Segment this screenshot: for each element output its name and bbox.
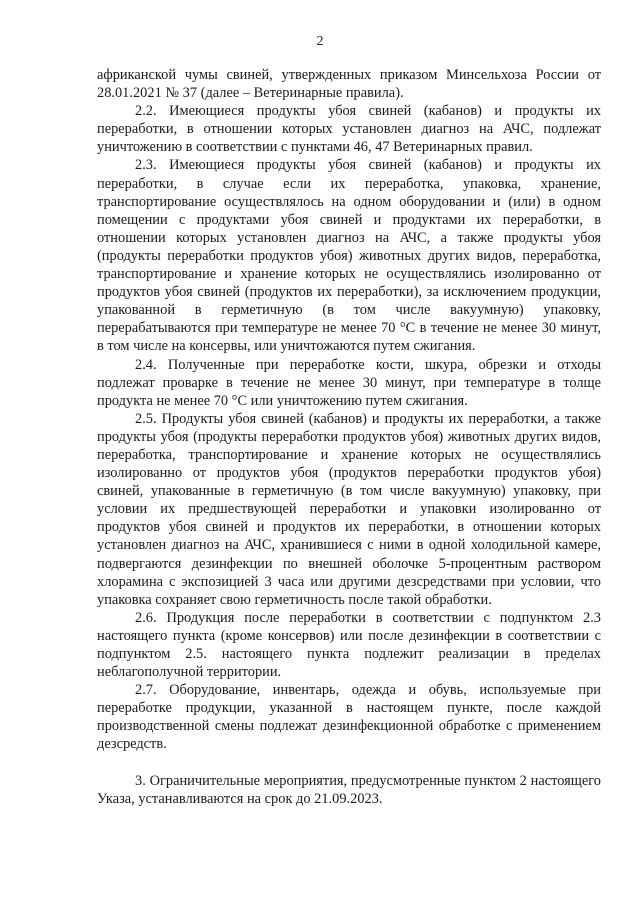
paragraph-continuation: африканской чумы свиней, утвержденных приказом Минсельхоза России от 28.01.2021 № 37 (далее – Ветеринарные правила). [97,67,601,102]
document-body [97,66,601,808]
page-number: 2 [316,34,324,49]
paragraph-2-2: 2.2. Имеющиеся продукты убоя свиней (кабанов) и продукты их переработки, в отношении которых установлен диагноз на АЧС, подлежат уничтожению в соответствии с пунктами 46, 47 Ветеринарных правил. [97,103,601,156]
paragraph-2-4: 2.4. Полученные при переработке кости, шкура, обрезки и отходы подлежат проварке в течение не менее 30 минут, при температуре в толще продукта не менее 70 °С или уничтожению путем сжигания. [97,356,601,409]
paragraph-3: 3. Ограничительные мероприятия, предусмотренные пунктом 2 настоящего Указа, устанавливаются на срок до 21.09.2023. [97,772,601,807]
paragraph-2-5: 2.5. Продукты убоя свиней (кабанов) и продукты их переработки, а также продукты убоя (продукты переработки продуктов убоя) животных других видов, переработка, транспортирование и хранение которых не осуществлялись изолированно от продуктов убоя (продуктов переработки продуктов убоя) свиней, упакованные в герметичную (в том числе вакуумную) упаковку, при условии их предшествующей переработки и упаковки изолированно от продуктов убоя свиней и продуктов их переработки, в отношении которых установлен диагноз на АЧС, хранившиеся с ними в одной холодильной камере, подвергаются дезинфекции по внешней оболочке 5-процентным раствором хлорамина с экспозицией 3 часа или другими дезсредствами при условии, что упаковка сохраняет свою герметичность после такой обработки. [97,410,601,608]
paragraph-2-7: 2.7. Оборудование, инвентарь, одежда и обувь, используемые при переработке продукции, указанной в настоящем пункте, после каждой производственной смены подлежат дезинфекционной обработке с применением дезсредств. [97,682,601,753]
paragraph-2-6: 2.6. Продукция после переработки в соответствии с подпунктом 2.3 настоящего пункта (кроме консервов) или после дезинфекции в соответствии с подпунктом 2.5. настоящего пункта подлежит реализации в пределах неблагополучной территории. [97,609,601,681]
paragraph-2-3: 2.3. Имеющиеся продукты убоя свиней (кабанов) и продукты их переработки, в случае если их переработка, упаковка, хранение, транспортирование осуществлялось на одном оборудовании и (или) в одном помещении с продуктами убоя свиней и продуктами их переработки, в отношении которых установлен диагноз на АЧС, а также продукты убоя (продукты переработки продуктов убоя) животных других видов, переработка, транспортирование и хранение которых не осуществлялись изолированно от продуктов убоя свиней (продуктов их переработки), за исключением продукции, упакованной в герметичную (в том числе вакуумную) упаковку, перерабатываются при температуре не менее 70 °С в течение не менее 30 минут, в том числе на консервы, или уничтожаются путем сжигания. [97,157,601,355]
paragraph-spacer [97,754,601,772]
